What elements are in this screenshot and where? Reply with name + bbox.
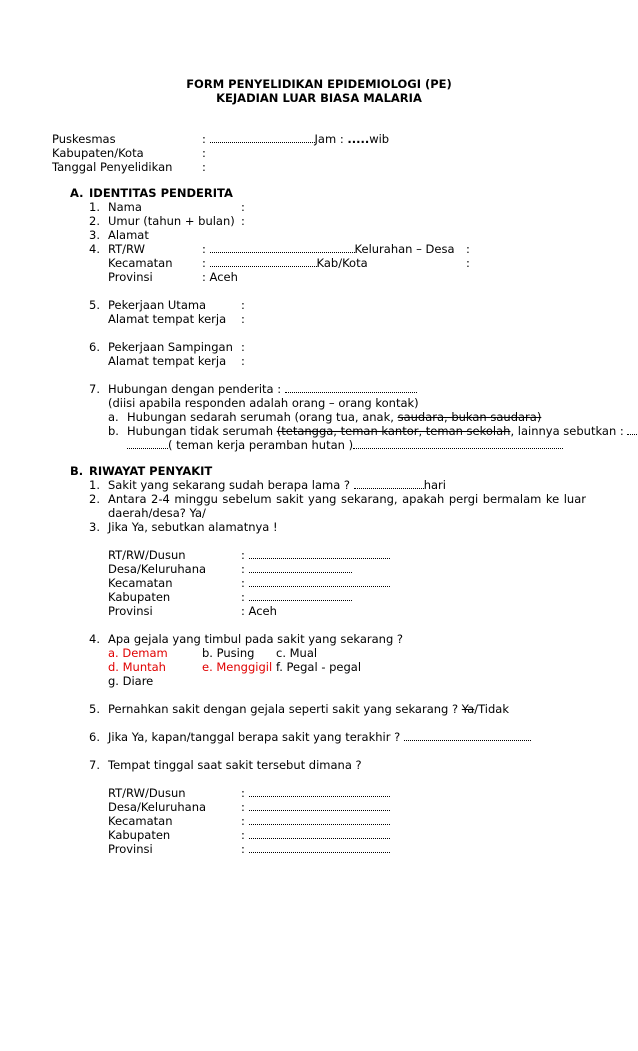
b3-provinsi-value: : Aceh xyxy=(241,604,277,618)
b7-provinsi-field[interactable] xyxy=(241,842,390,856)
umur-colon: : xyxy=(241,214,245,228)
option-a-marker: a. xyxy=(108,410,119,424)
num-4: 4. xyxy=(89,242,100,256)
teman-line[interactable] xyxy=(127,438,563,452)
b-num-1: 1. xyxy=(89,478,100,492)
b7-kabupaten-field[interactable] xyxy=(241,828,390,842)
b7-kabupaten-label: Kabupaten xyxy=(108,828,171,842)
b3-rtrw-blank[interactable] xyxy=(249,548,390,559)
q3-label: Jika Ya, sebutkan alamatnya ! xyxy=(108,520,278,534)
alamat-kerja-label: Alamat tempat kerja xyxy=(108,312,227,326)
colon: : xyxy=(241,562,245,576)
kabkota-label: Kab/Kota xyxy=(316,256,368,270)
b7-rtrw-blank[interactable] xyxy=(249,786,390,797)
b7-desa-field[interactable] xyxy=(241,800,390,814)
colon: : xyxy=(241,842,245,856)
kelurahan-label: Kelurahan – Desa xyxy=(354,242,455,256)
alamat-label: Alamat xyxy=(108,228,149,242)
b3-provinsi-label: Provinsi xyxy=(108,604,153,618)
b3-desa-field[interactable] xyxy=(241,562,352,576)
q6-field[interactable] xyxy=(108,730,531,744)
b-num-2: 2. xyxy=(89,492,100,506)
form-title: FORM PENYELIDIKAN EPIDEMIOLOGI (PE) xyxy=(186,77,452,91)
lainnya-blank[interactable] xyxy=(627,424,638,435)
colon: : xyxy=(241,828,245,842)
gejala-f[interactable]: f. Pegal - pegal xyxy=(276,660,362,674)
b-num-3: 3. xyxy=(89,520,100,534)
colon: : xyxy=(241,590,245,604)
gejala-e[interactable]: e. Menggigil xyxy=(202,660,273,674)
b-num-7: 7. xyxy=(89,758,100,772)
b7-provinsi-label: Provinsi xyxy=(108,842,153,856)
provinsi-label: Provinsi xyxy=(108,270,153,284)
jam-label: Jam : xyxy=(314,132,348,146)
q4-label: Apa gejala yang timbul pada sakit yang sekarang ? xyxy=(108,632,404,646)
teman-blank-right[interactable] xyxy=(353,438,563,449)
rtrw-field[interactable] xyxy=(202,242,455,256)
pekerjaan-sampingan-label: Pekerjaan Sampingan xyxy=(108,340,233,354)
q2-line2: daerah/desa? Ya/ xyxy=(108,506,206,520)
b3-kabupaten-blank[interactable] xyxy=(249,590,352,601)
num-7: 7. xyxy=(89,382,100,396)
puskesmas-field[interactable] xyxy=(202,132,389,146)
num-3: 3. xyxy=(89,228,100,242)
num-1: 1. xyxy=(89,200,100,214)
b-num-5: 5. xyxy=(89,702,100,716)
option-tidak-serumah xyxy=(127,424,638,438)
colon: : xyxy=(241,814,245,828)
colon: : xyxy=(241,786,245,800)
kelurahan-colon: : xyxy=(466,242,470,256)
gejala-c[interactable]: c. Mual xyxy=(276,646,318,660)
pekerjaan-utama-label: Pekerjaan Utama xyxy=(108,298,207,312)
q1-field[interactable] xyxy=(108,478,446,492)
rtrw-blank[interactable] xyxy=(210,242,355,253)
colon: : xyxy=(202,256,206,270)
alamat-kerja-colon: : xyxy=(241,312,245,326)
kabupaten-label: Kabupaten/Kota xyxy=(52,146,144,160)
sedarah-strike: saudara, bukan saudara) xyxy=(397,410,542,424)
alamat-kerja-2-colon: : xyxy=(241,354,245,368)
b7-desa-label: Desa/Keluruhana xyxy=(108,800,207,814)
b7-rtrw-field[interactable] xyxy=(241,786,390,800)
b3-kabupaten-label: Kabupaten xyxy=(108,590,171,604)
alamat-kerja-2-label: Alamat tempat kerja xyxy=(108,354,227,368)
b-num-6: 6. xyxy=(89,730,100,744)
colon: : xyxy=(202,242,206,256)
q6-blank[interactable] xyxy=(404,730,531,741)
colon: : xyxy=(241,576,245,590)
q6-label: Jika Ya, kapan/tanggal berapa sakit yang terakhir ? xyxy=(108,730,404,744)
gejala-g[interactable]: g. Diare xyxy=(108,674,154,688)
b7-kecamatan-field[interactable] xyxy=(241,814,390,828)
b7-provinsi-blank[interactable] xyxy=(249,842,390,853)
tanggal-label: Tanggal Penyelidikan xyxy=(52,160,173,174)
sedarah-label: Hubungan sedarah serumah (orang tua, anak, xyxy=(127,410,398,424)
lainnya-label: , lainnya sebutkan : xyxy=(510,424,628,438)
puskesmas-blank[interactable] xyxy=(210,132,315,143)
b3-desa-blank[interactable] xyxy=(249,562,352,573)
num-6: 6. xyxy=(89,340,100,354)
b7-kabupaten-blank[interactable] xyxy=(249,828,390,839)
q1-blank[interactable] xyxy=(354,478,424,489)
gejala-b[interactable]: b. Pusing xyxy=(202,646,255,660)
nama-colon: : xyxy=(241,200,245,214)
colon: : xyxy=(241,800,245,814)
tidak-sedarah-label: Hubungan tidak serumah xyxy=(127,424,277,438)
q7-label: Tempat tinggal saat sakit tersebut dimana ? xyxy=(108,758,362,772)
hubungan-label: Hubungan dengan penderita : xyxy=(108,382,285,396)
pekerjaan-sampingan-colon: : xyxy=(241,340,245,354)
gejala-d[interactable]: d. Muntah xyxy=(108,660,166,674)
kabkota-colon: : xyxy=(466,256,470,270)
section-b-letter: B. xyxy=(70,464,84,478)
kabupaten-colon: : xyxy=(202,146,206,160)
tidak-sedarah-strike: (tetangga, teman kantor, teman sekolah xyxy=(276,424,511,438)
tanggal-colon: : xyxy=(202,160,206,174)
b3-rtrw-label: RT/RW/Dusun xyxy=(108,548,186,562)
q5-line xyxy=(108,702,509,716)
q5-tidak[interactable]: /Tidak xyxy=(474,702,510,716)
num-5: 5. xyxy=(89,298,100,312)
q5-ya[interactable]: Ya xyxy=(461,702,475,716)
q1-label: Sakit yang sekarang sudah berapa lama ? xyxy=(108,478,354,492)
option-b-marker: b. xyxy=(108,424,119,438)
rtrw-label: RT/RW xyxy=(108,242,145,256)
teman-label: ( teman kerja peramban hutan ) xyxy=(168,438,354,452)
form-subtitle: KEJADIAN LUAR BIASA MALARIA xyxy=(216,91,422,105)
diisi-note: (diisi apabila responden adalah orang – orang kontak) xyxy=(108,396,419,410)
b3-kecamatan-field[interactable] xyxy=(241,576,390,590)
colon: : xyxy=(202,132,206,146)
b7-desa-blank[interactable] xyxy=(249,800,390,811)
q2-line1: Antara 2-4 minggu sebelum sakit yang sekarang, apakah pergi bermalam ke luar xyxy=(108,492,586,506)
section-a-letter: A. xyxy=(70,186,84,200)
nama-label: Nama xyxy=(108,200,142,214)
provinsi-value: : Aceh xyxy=(202,270,238,284)
gejala-a[interactable]: a. Demam xyxy=(108,646,168,660)
jam-value[interactable]: ..... xyxy=(347,132,370,146)
section-a-title: IDENTITAS PENDERITA xyxy=(89,186,233,200)
q1-unit: hari xyxy=(423,478,446,492)
umur-label: Umur (tahun + bulan) xyxy=(108,214,235,228)
b7-kecamatan-blank[interactable] xyxy=(249,814,390,825)
b3-kecamatan-blank[interactable] xyxy=(249,576,390,587)
b3-kecamatan-label: Kecamatan xyxy=(108,576,173,590)
teman-blank-left[interactable] xyxy=(127,438,168,449)
b7-kecamatan-label: Kecamatan xyxy=(108,814,173,828)
colon: : xyxy=(241,548,245,562)
kecamatan-field[interactable] xyxy=(202,256,368,270)
hubungan-blank[interactable] xyxy=(285,382,417,393)
b3-desa-label: Desa/Keluruhana xyxy=(108,562,207,576)
b7-rtrw-label: RT/RW/Dusun xyxy=(108,786,186,800)
option-sedarah xyxy=(127,410,541,424)
q5-label: Pernahkan sakit dengan gejala seperti sakit yang sekarang ? xyxy=(108,702,462,716)
kecamatan-blank[interactable] xyxy=(210,256,317,267)
num-2: 2. xyxy=(89,214,100,228)
b-num-4: 4. xyxy=(89,632,100,646)
b3-rtrw-field[interactable] xyxy=(241,548,390,562)
wib-label: wib xyxy=(369,132,390,146)
puskesmas-label: Puskesmas xyxy=(52,132,116,146)
kecamatan-label: Kecamatan xyxy=(108,256,173,270)
section-b-title: RIWAYAT PENYAKIT xyxy=(89,464,213,478)
b3-kabupaten-field[interactable] xyxy=(241,590,352,604)
pekerjaan-utama-colon: : xyxy=(241,298,245,312)
hubungan-field[interactable] xyxy=(108,382,417,396)
